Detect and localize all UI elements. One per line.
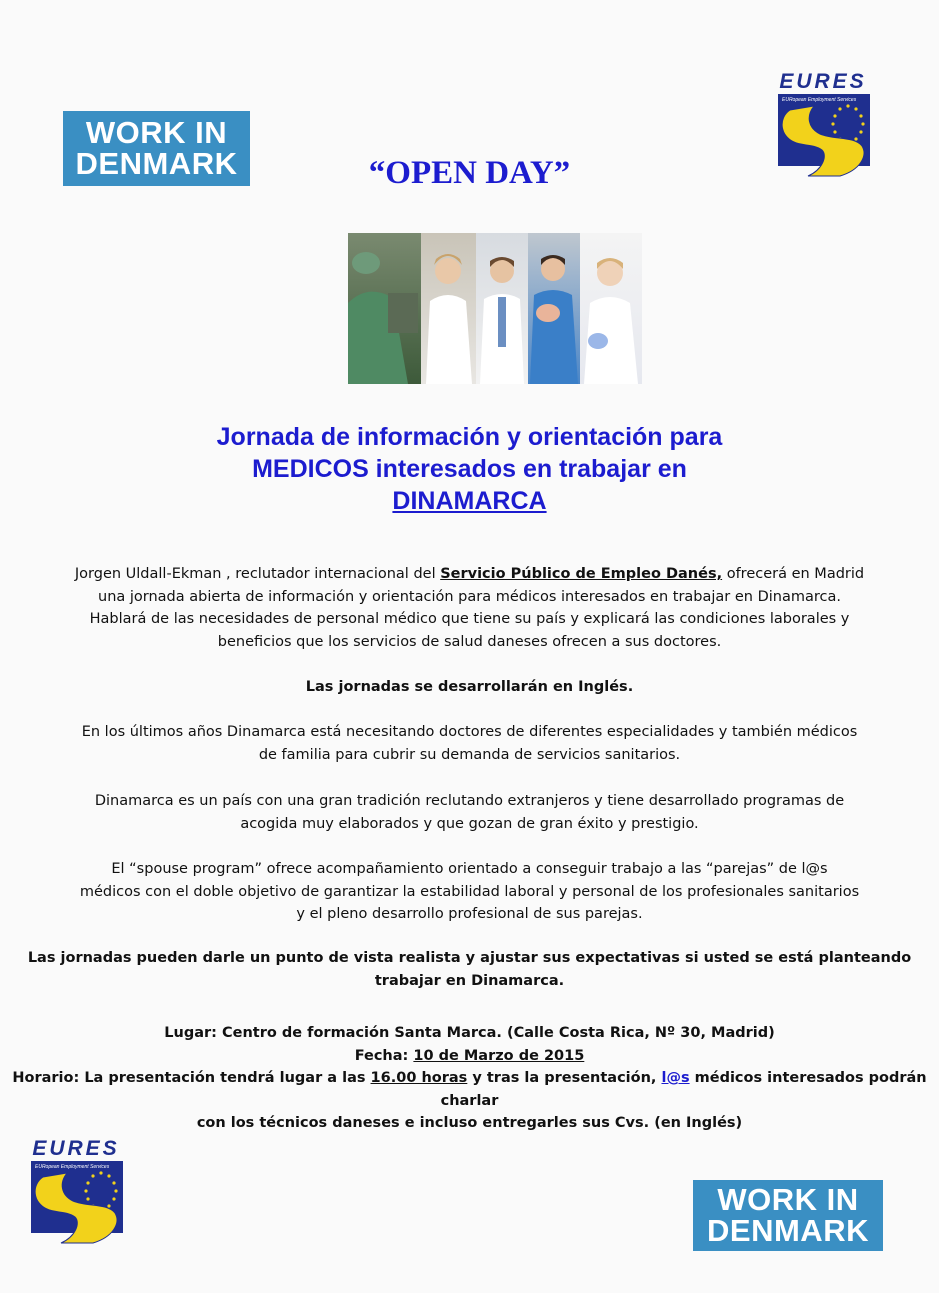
photo-female-doctor — [421, 233, 476, 384]
schedule-text-3: médicos interesados podrán charlar — [440, 1070, 927, 1109]
intro-line3: Hablará de las necesidades de personal médico que tiene su país y explicará las condiciones laborales y — [89, 611, 850, 627]
intro-line2: una jornada abierta de información y orientación para médicos interesados en trabajar en Dinamarca. — [98, 588, 841, 605]
event-date-value: 10 de Marzo de 2015 — [413, 1047, 585, 1064]
language-note — [20, 676, 919, 699]
headline-country: DINAMARCA — [392, 487, 547, 515]
demand-paragraph — [20, 721, 919, 766]
spouse-line1: El “spouse program” ofrece acompañamiento orientado a conseguir trabajo a las “parejas” de l@s — [111, 861, 828, 877]
tradition-paragraph — [20, 790, 919, 835]
schedule-text-2: y tras la presentación, — [467, 1070, 662, 1086]
schedule-text-1: Horario: La presentación tendrá lugar a las — [12, 1070, 371, 1086]
eures-logo-text: EURES — [32, 1137, 120, 1160]
intro-text-1: Jorgen Uldall-Ekman , reclutador internacional del — [74, 566, 441, 582]
doctors-photo-strip — [348, 233, 642, 384]
expectations-paragraph — [20, 947, 919, 992]
demand-line2: de familia para cubrir su demanda de servicios sanitarios. — [258, 746, 681, 763]
photo-surgeon — [348, 233, 421, 384]
photo-nurse-with-baby — [528, 233, 580, 384]
intro-line4: beneficios que los servicios de salud daneses ofrecen a sus doctores. — [217, 633, 722, 650]
photo-young-doctor — [580, 233, 642, 384]
intro-line1 — [20, 563, 919, 586]
spouse-paragraph — [20, 858, 919, 926]
event-details — [0, 1022, 939, 1135]
intro-text-2: ofrecerá en Madrid — [722, 566, 865, 582]
los-medicos-link[interactable]: l@s — [661, 1070, 690, 1086]
logo-text-line1: WORK IN — [717, 1182, 859, 1218]
page-title: “OPEN DAY” — [368, 155, 571, 191]
photo-male-doctor — [476, 233, 528, 384]
language-note-text: Las jornadas se desarrollarán en Inglés. — [305, 679, 634, 695]
eures-logo-text: EURES — [779, 70, 867, 93]
work-in-denmark-logo-bottom — [693, 1180, 883, 1251]
eures-logo-subtitle: EURopean Employment Services — [35, 1164, 110, 1170]
expectations-line1: Las jornadas pueden darle un punto de vista realista y ajustar sus expectativas si usted se está planteando — [27, 950, 912, 966]
event-place: Lugar: Centro de formación Santa Marca. (Calle Costa Rica, Nº 30, Madrid) — [164, 1025, 775, 1041]
spouse-line3: y el pleno desarrollo profesional de sus parejas. — [296, 906, 643, 922]
demand-line1: En los últimos años Dinamarca está necesitando doctores de diferentes especialidades y también médicos — [81, 724, 858, 740]
schedule-time: 16.00 horas — [370, 1070, 468, 1086]
servicio-publico-link[interactable]: Servicio Público de Empleo Danés, — [440, 566, 723, 582]
headline-line1: Jornada de información y orientación para — [216, 423, 723, 451]
intro-paragraph — [20, 563, 919, 653]
spouse-line2: médicos con el doble objetivo de garantizar la estabilidad laboral y personal de los profesionales sanitarios — [79, 883, 860, 900]
headline-line2: MEDICOS interesados en trabajar en — [252, 455, 687, 483]
logo-text-line2: DENMARK — [75, 145, 238, 181]
event-date-label: Fecha: — [354, 1047, 414, 1064]
tradition-line2: acogida muy elaborados y que gozan de gran éxito y prestigio. — [240, 815, 699, 832]
headline — [0, 421, 939, 517]
logo-text-line1: WORK IN — [85, 115, 228, 151]
expectations-line2: trabajar en Dinamarca. — [374, 972, 565, 989]
eures-logo-subtitle: EURopean Employment Services — [782, 97, 857, 103]
logo-text-line2: DENMARK — [707, 1212, 869, 1248]
schedule-line2: con los técnicos daneses e incluso entregarles sus Cvs. (en Inglés) — [196, 1115, 743, 1131]
tradition-line1: Dinamarca es un país con una gran tradición reclutando extranjeros y tiene desarrollado programas de — [94, 793, 845, 809]
eures-logo-bottom — [22, 1133, 130, 1253]
